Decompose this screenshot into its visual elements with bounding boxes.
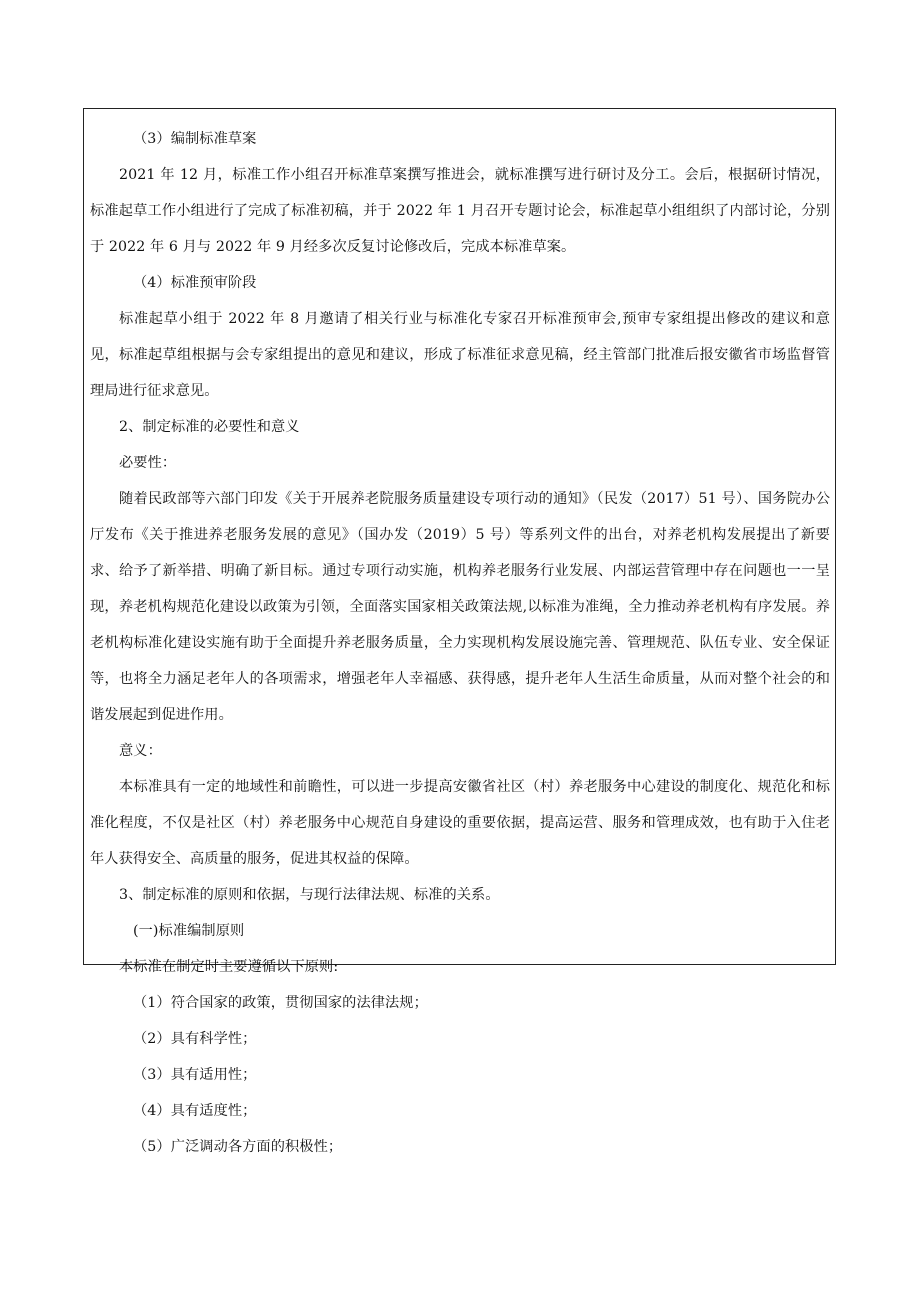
document-body [84,121,835,1165]
section-heading-necessity: 2、制定标准的必要性和意义 [119,419,300,435]
list-item: （4）具有适度性； [133,1103,257,1119]
list-item: （3）具有适用性； [133,1067,257,1083]
paragraph-significance: 本标准具有一定的地域性和前瞻性，可以进一步提高安徽省社区（村）养老服务中心建设的制度化、规范化和标准化程度，不仅是社区（村）养老服务中心规范自身建设的重要依据，提高运营、服务和管理成效，也有助于入住老年人获得安全、高质量的服务，促进其权益的保障。 [90,779,830,867]
label-necessity: 必要性： [119,455,177,471]
list-item: （2）具有科学性； [133,1031,257,1047]
section-heading-principles: 3、制定标准的原则和依据，与现行法律法规、标准的关系。 [119,887,500,903]
list-item: （1）符合国家的政策，贯彻国家的法律法规； [133,995,428,1011]
subheading-principles: (一)标准编制原则 [133,923,245,939]
subheading-drafting: （3）编制标准草案 [133,131,257,147]
subheading-pre-review: （4）标准预审阶段 [133,275,257,291]
document-frame [83,108,836,1155]
label-significance: 意义： [119,743,162,759]
list-item: （5）广泛调动各方面的积极性； [133,1139,343,1155]
paragraph-pre-review: 标准起草小组于 2022 年 8 月邀请了相关行业与标准化专家召开标准预审会,预审专家组提出修改的建议和意见，标准起草组根据与会专家组提出的意见和建议，形成了标准征求意见稿，经主管部门批准后报安徽省市场监督管理局进行征求意见。 [90,311,831,399]
paragraph-principles-intro: 本标准在制定时主要遵循以下原则: [119,959,339,975]
paragraph-necessity: 随着民政部等六部门印发《关于开展养老院服务质量建设专项行动的通知》（民发（2017）51 号）、国务院办公厅发布《关于推进养老服务发展的意见》（国办发（2019）5 号）等系列文件的出台，对养老机构发展提出了新要求、给予了新举措、明确了新目标。通过专项行动实施，机构养老服务行业发展、内部运营管理中存在问题也一一呈现，养老机构规范化建设以政策为引领，全面落实国家相关政策法规,以标准为准绳，全力推动养老机构有序发展。养老机构标准化建设实施有助于全面提升养老服务质量，全力实现机构发展设施完善、管理规范、队伍专业、安全保证等，也将全力涵足老年人的各项需求，增强老年人幸福感、获得感，提升老年人生活生命质量，从而对整个社会的和谐发展起到促进作用。 [90,491,830,723]
paragraph-drafting: 2021 年 12 月，标准工作小组召开标准草案撰写推进会，就标准撰写进行研讨及分工。会后，根据研讨情况，标准起草工作小组进行了完成了标准初稿，并于 2022 年 1 月召开专题讨论会，标准起草小组组织了内部讨论，分别于 2022 年 6 月与 2022 年 9 月经多次反复讨论修改后，完成本标准草案。 [90,167,830,255]
